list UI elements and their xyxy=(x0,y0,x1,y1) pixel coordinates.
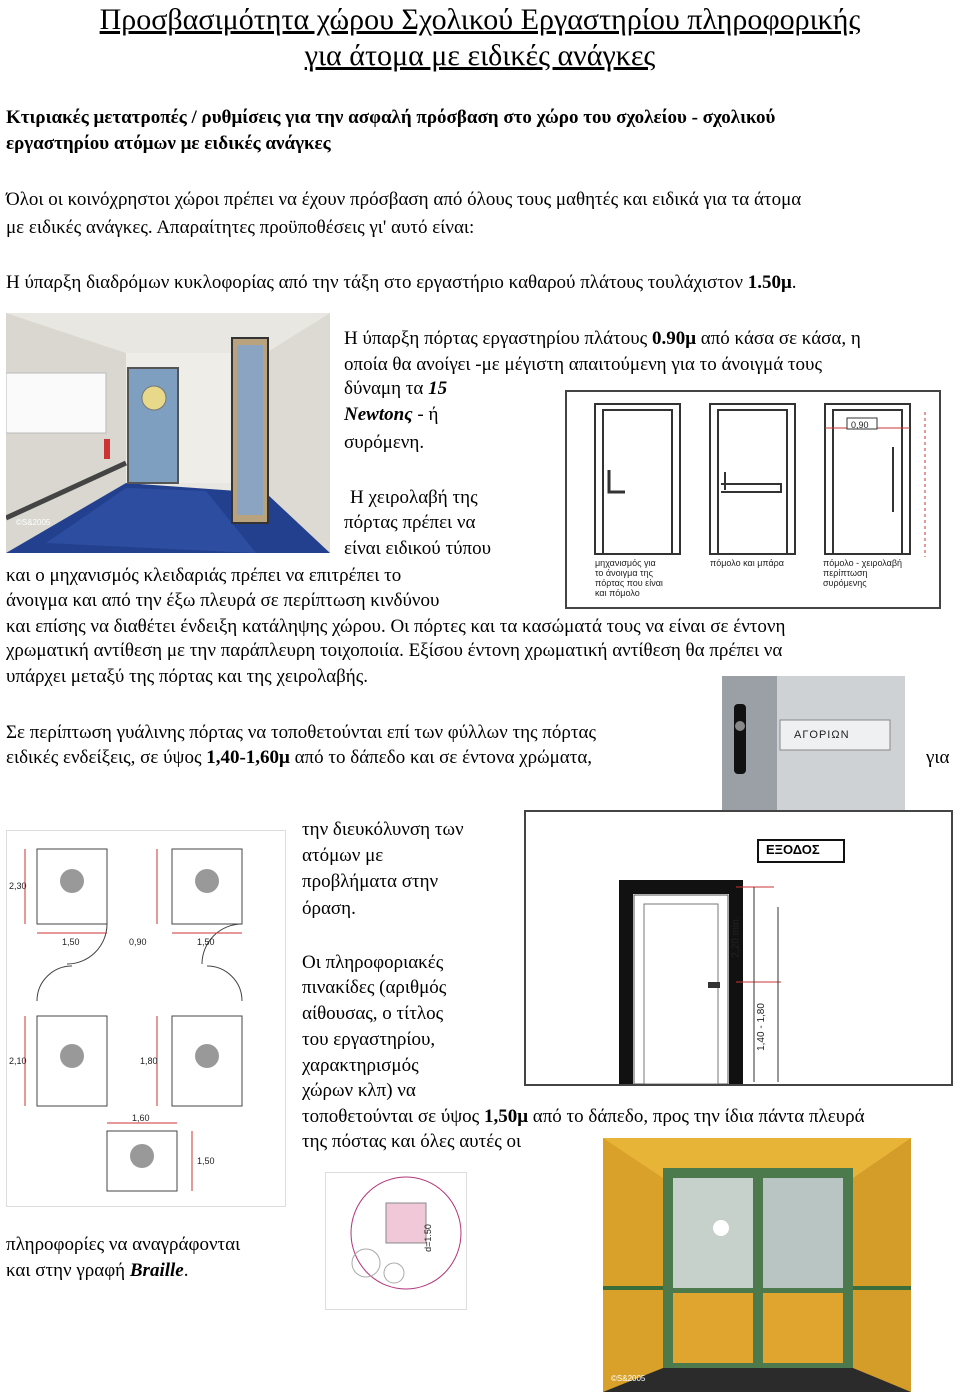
para6-line-7 xyxy=(302,1104,865,1130)
para3-l4b: - ή xyxy=(412,404,439,425)
para2-end: . xyxy=(791,272,797,293)
door-handles-diagram xyxy=(565,390,941,609)
accessible-toilet-plan xyxy=(6,830,286,1207)
exit-dim-2: 1,40 - 1,80 xyxy=(755,1003,767,1051)
para4-line-2: πόρτας πρέπει να xyxy=(344,512,476,533)
para5-line-2-end: για xyxy=(926,747,950,768)
para6-l10c: . xyxy=(183,1260,189,1281)
toilet-dim-8: 1,50 xyxy=(197,1156,215,1166)
door-cap1-l2: το άνοιγμα της xyxy=(595,568,653,578)
para5-line-2 xyxy=(6,745,592,771)
para5-line-1: Σε περίπτωση γυάλινης πόρτας να τοποθετούνται επί των φύλλων της πόρτας xyxy=(6,722,596,743)
para6-line-4: του εργαστηρίου, xyxy=(302,1029,436,1050)
para4-line-3: είναι ειδικού τύπου xyxy=(344,538,492,559)
para6-l10b: Braille xyxy=(129,1260,184,1281)
toilet-dim-4: 1,50 xyxy=(197,937,215,947)
door-cap3-l1: πόμολο - χειρολαβή xyxy=(823,558,903,568)
para6-line-2: πινακίδες (αριθμός xyxy=(302,977,447,998)
toilet-dim-2: 1,50 xyxy=(62,937,80,947)
door-caption-1 xyxy=(595,558,663,598)
para6-line-10 xyxy=(6,1258,188,1284)
para3-line-5: συρόμενη. xyxy=(344,432,425,453)
para6-l10a: και στην γραφή xyxy=(6,1260,130,1281)
para5-line-5: προβλήματα στην xyxy=(302,871,439,892)
para4-line-7: χρωματική αντίθεση με την παράπλευρη τοιχοποιία. Εξίσου έντονη χρωματική αντίθεση θα πρέπει να xyxy=(6,640,783,661)
para2-text: Η ύπαρξη διαδρόμων κυκλοφορίας από την τάξη στο εργαστήριο καθαρού πλάτους τουλάχιστον xyxy=(6,272,748,293)
para6-l7b: 1,50μ xyxy=(483,1106,528,1127)
para1-line-2: με ειδικές ανάγκες. Απαραίτητες προϋποθέσεις γι' αυτό είναι: xyxy=(6,217,475,238)
para5-l2b: 1,40-1,60μ xyxy=(206,747,290,768)
door-cap1-l3: πόρτας που είναι xyxy=(595,578,663,588)
para3-l1a: Η ύπαρξη πόρτας εργαστηρίου πλάτους xyxy=(344,328,652,349)
door-cap3-l3: συρόμενης xyxy=(823,578,867,588)
toilet-dim-3: 0,90 xyxy=(129,937,147,947)
corridor-photo xyxy=(6,313,330,553)
para3-l1b: 0.90μ xyxy=(651,328,696,349)
title-line-1: Προσβασιμότητα χώρου Σχολικού Εργαστηρίου πληροφορικής xyxy=(99,3,861,36)
para5-line-4: ατόμων με xyxy=(302,845,384,866)
para3-l3b: 15 xyxy=(428,378,448,399)
toilet-dim-1: 2,30 xyxy=(9,881,27,891)
para3-line-1 xyxy=(344,326,861,352)
toilet-dim-5: 2,10 xyxy=(9,1056,27,1066)
toilet-dim-7: 1,60 xyxy=(132,1113,150,1123)
toilet-dim-6: 1,80 xyxy=(140,1056,158,1066)
exit-sign-text: ΕΞΟΔΟΣ xyxy=(766,842,820,857)
para6-l7c: από το δάπεδο, προς την ίδια πάντα πλευρά xyxy=(527,1106,865,1127)
exit-dim-1: 2,20 min. xyxy=(730,916,742,958)
para5-l2c: από το δάπεδο και σε έντονα χρώματα, xyxy=(289,747,593,768)
para4-line-8: υπάρχει μεταξύ της πόρτας και της χειρολαβής. xyxy=(6,666,368,687)
door-caption-3 xyxy=(823,558,902,588)
para5-line-3: την διευκόλυνση των xyxy=(302,819,464,840)
para6-line-1: Οι πληροφοριακές xyxy=(302,952,444,973)
door-cap1-l1: μηχανισμός για xyxy=(595,558,656,568)
zoom-label: d=1.50 xyxy=(422,1224,433,1252)
para6-line-6: χώρων κλπ) να xyxy=(302,1080,416,1101)
para4-line-5: άνοιγμα και από την έξω πλευρά σε περίπτωση κινδύνου xyxy=(6,590,440,611)
para4-line-6: και επίσης να διαθέτει ένδειξη κατάληψης χώρου. Οι πόρτες και τα κασώματά τους να είναι σε έντονη xyxy=(6,616,786,637)
room-sign-photo xyxy=(722,676,905,814)
para6-line-8: της πόστας και όλες αυτές οι xyxy=(302,1131,522,1152)
para2-bold: 1.50μ xyxy=(747,272,792,293)
para1-line-1: Όλοι οι κοινόχρηστοι χώροι πρέπει να έχουν πρόσβαση από όλους τους μαθητές και ειδικά για τα άτομα xyxy=(6,189,802,210)
page-title xyxy=(0,2,960,74)
para3-l3a: δύναμη τα xyxy=(344,378,429,399)
para2 xyxy=(6,270,797,296)
para5-line-6: όραση. xyxy=(302,898,356,919)
photo-credit-1: ©S&2005 xyxy=(16,518,51,527)
door-cap1-l4: και πόμολο xyxy=(595,588,640,598)
door-cap3-l2: περίπτωση xyxy=(823,568,868,578)
para6-line-5: χαρακτηρισμός xyxy=(302,1055,419,1076)
door-dim-label: 0,90 xyxy=(851,420,869,430)
para3-line-3 xyxy=(344,376,447,402)
photo-credit-2: ©S&2005 xyxy=(611,1374,646,1383)
para3-l1c: από κάσα σε κάσα, η xyxy=(695,328,861,349)
door-caption-2: πόμολο και μπάρα xyxy=(710,558,784,568)
room-sign-text: ΑΓΟΡΙΩΝ xyxy=(794,729,850,741)
wheelchair-zoom-diagram xyxy=(325,1172,467,1310)
para4-line-1: Η χειρολαβή της xyxy=(350,487,478,508)
para3-line-4 xyxy=(344,402,438,428)
para6-l7a: τοποθετούνται σε ύψος xyxy=(302,1106,484,1127)
exit-door-diagram xyxy=(524,810,953,1086)
glass-door-photo xyxy=(603,1138,911,1392)
subtitle-line-1: Κτιριακές μετατροπές / ρυθμίσεις για την ασφαλή πρόσβαση στο χώρο του σχολείου - σχολικού xyxy=(6,107,776,128)
para6-line-9: πληροφορίες να αναγράφονται xyxy=(6,1234,241,1255)
para3-l4a: Newtonς xyxy=(344,404,413,425)
subtitle-line-2: εργαστηρίου ατόμων με ειδικές ανάγκες xyxy=(6,133,331,154)
para4-line-4: και ο μηχανισμός κλειδαριάς πρέπει να επιτρέπει το xyxy=(6,565,402,586)
title-line-2: για άτομα με ειδικές ανάγκες xyxy=(304,39,656,72)
para5-l2a: ειδικές ενδείξεις, σε ύψος xyxy=(6,747,207,768)
para3-line-2: οποία θα ανοίγει -με μέγιστη απαιτούμενη για το άνοιγμά τους xyxy=(344,354,822,375)
para6-line-3: αίθουσας, ο τίτλος xyxy=(302,1003,444,1024)
